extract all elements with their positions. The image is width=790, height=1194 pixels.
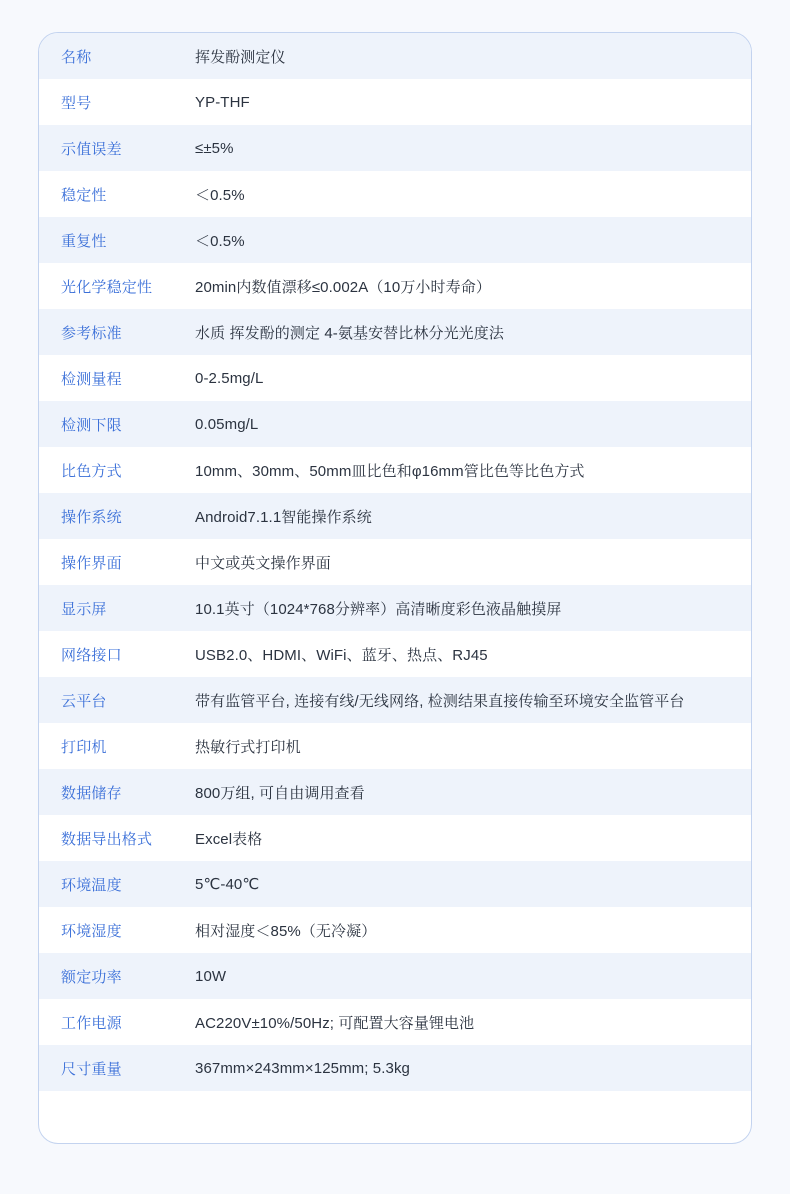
table-row: [39, 677, 751, 723]
table-row: [39, 263, 751, 309]
spec-label: 数据储存: [61, 784, 122, 802]
table-row: [39, 171, 751, 217]
spec-value: 10mm、30mm、50mm皿比色和φ16mm管比色等比色方式: [195, 462, 585, 480]
table-row: [39, 309, 751, 355]
spec-value: 10.1英寸（1024*768分辨率）高清晰度彩色液晶触摸屏: [195, 600, 562, 618]
spec-value: 0-2.5mg/L: [195, 369, 264, 387]
spec-label: 重复性: [61, 232, 107, 250]
spec-value: Excel表格: [195, 830, 263, 848]
table-row: [39, 1045, 751, 1091]
spec-value: AC220V±10%/50Hz; 可配置大容量锂电池: [195, 1014, 475, 1032]
table-row: [39, 401, 751, 447]
spec-label: 数据导出格式: [61, 830, 153, 848]
spec-label: 操作界面: [61, 554, 122, 572]
spec-label: 光化学稳定性: [61, 278, 153, 296]
table-row: [39, 585, 751, 631]
spec-value: 20min内数值漂移≤0.002A（10万小时寿命）: [195, 278, 491, 296]
spec-value: 挥发酚测定仪: [195, 48, 286, 66]
spec-label: 检测量程: [61, 370, 122, 388]
spec-label: 显示屏: [61, 600, 107, 618]
spec-label: 尺寸重量: [61, 1060, 122, 1078]
spec-value: Android7.1.1智能操作系统: [195, 508, 372, 526]
specification-table: [39, 33, 751, 1091]
table-row: [39, 907, 751, 953]
spec-label: 云平台: [61, 692, 107, 710]
spec-value: 热敏行式打印机: [195, 738, 301, 756]
spec-label: 检测下限: [61, 416, 122, 434]
specification-table-body: [39, 33, 751, 1091]
table-row: [39, 723, 751, 769]
spec-value: 带有监管平台, 连接有线/无线网络, 检测结果直接传输至环境安全监管平台: [195, 692, 685, 710]
spec-label: 环境湿度: [61, 922, 122, 940]
spec-label: 打印机: [61, 738, 107, 756]
spec-label: 型号: [61, 94, 92, 112]
spec-value: 800万组, 可自由调用查看: [195, 784, 365, 802]
table-row: [39, 79, 751, 125]
spec-label: 名称: [61, 48, 92, 66]
spec-label: 工作电源: [61, 1014, 122, 1032]
table-row: [39, 769, 751, 815]
spec-value: ≤±5%: [195, 139, 234, 157]
specification-card: [38, 32, 752, 1144]
table-row: [39, 33, 751, 79]
spec-label: 操作系统: [61, 508, 122, 526]
table-row: [39, 631, 751, 677]
table-row: [39, 999, 751, 1045]
spec-label: 环境温度: [61, 876, 122, 894]
spec-label: 稳定性: [61, 186, 107, 204]
spec-label: 额定功率: [61, 968, 122, 986]
spec-value: 水质 挥发酚的测定 4-氨基安替比林分光光度法: [195, 324, 504, 342]
spec-label: 示值误差: [61, 140, 122, 158]
table-row: [39, 355, 751, 401]
table-row: [39, 815, 751, 861]
spec-label: 比色方式: [61, 462, 122, 480]
spec-value: ＜0.5%: [195, 232, 245, 250]
spec-value: 10W: [195, 967, 227, 985]
table-row: [39, 447, 751, 493]
spec-value: USB2.0、HDMI、WiFi、蓝牙、热点、RJ45: [195, 646, 488, 664]
spec-value: 中文或英文操作界面: [195, 554, 331, 572]
spec-value: 367mm×243mm×125mm; 5.3kg: [195, 1059, 410, 1077]
table-row: [39, 217, 751, 263]
spec-value: YP-THF: [195, 93, 250, 111]
table-row: [39, 953, 751, 999]
table-row: [39, 861, 751, 907]
spec-label: 参考标准: [61, 324, 122, 342]
table-row: [39, 125, 751, 171]
spec-value: 5℃-40℃: [195, 876, 260, 893]
spec-value: ＜0.5%: [195, 186, 245, 204]
table-row: [39, 493, 751, 539]
table-row: [39, 539, 751, 585]
spec-value: 相对湿度＜85%（无冷凝）: [195, 922, 377, 940]
spec-value: 0.05mg/L: [195, 415, 259, 433]
spec-label: 网络接口: [61, 646, 122, 664]
